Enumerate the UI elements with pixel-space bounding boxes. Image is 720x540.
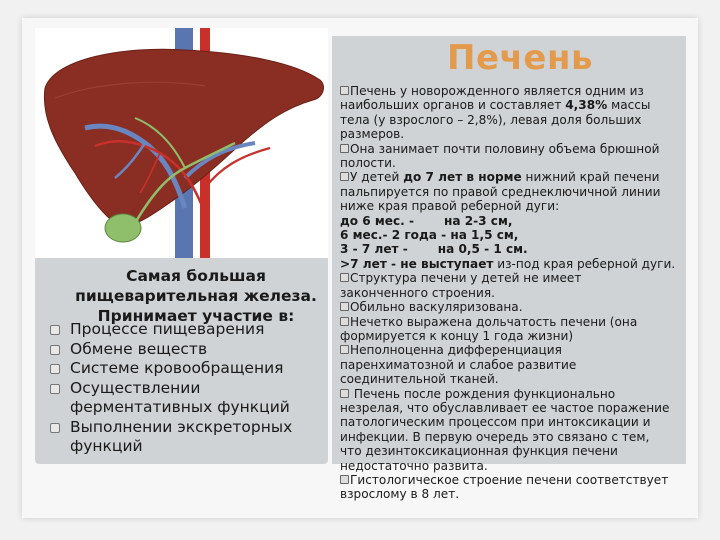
text-line: паренхиматозной и слабое развитие [340, 357, 577, 372]
text-line: 3 - 7 лет - на 0,5 - 1 см. [340, 242, 528, 257]
bullet-icon [50, 364, 60, 374]
slide-title: Печень [447, 38, 593, 78]
text-line: Гистологическое строение печени соответствует [340, 473, 695, 487]
list-item [50, 340, 320, 360]
liver-illustration [35, 28, 328, 258]
function-list [50, 320, 320, 457]
text-line: что дезинтоксикационная функция печени [340, 444, 618, 459]
list-item-label: Процессе пищеварения [70, 320, 265, 338]
text-line: тела (у взрослого – 2,8%), левая доля больших [340, 112, 642, 127]
text-line: законченного строения. [340, 285, 495, 300]
bullet-icon [50, 423, 60, 433]
bullet-icon [340, 86, 349, 95]
list-item-label: Системе кровообращения [70, 359, 284, 377]
text-line: размеров. [340, 127, 405, 142]
list-item-label-continuation: функций [70, 437, 143, 455]
bullet-icon [340, 273, 349, 282]
liver-icon [35, 28, 328, 258]
list-item-label: Осуществлении [70, 378, 201, 397]
text-line: взрослому в 8 лет. [340, 487, 460, 502]
text-line: формируется к концу 1 года жизни) [340, 328, 574, 343]
text-line: Нечетко выражена дольчатость печени (она [340, 315, 695, 329]
list-item [50, 418, 320, 457]
text-line: Структура печени у детей не имеет [340, 271, 695, 285]
list-item [50, 379, 320, 418]
text-line: наибольших органов и составляет 4,38% массы [340, 98, 651, 113]
text-line: до 6 мес. - на 2-3 см, [340, 213, 513, 228]
bullet-icon [340, 475, 349, 484]
text-line: ниже края правой реберной дуги: [340, 199, 560, 214]
liver-facts-text [340, 84, 695, 502]
text-line: 6 мес.- 2 года - на 1,5 см, [340, 228, 519, 243]
text-line: соединительной тканей. [340, 372, 499, 387]
list-item [50, 320, 320, 340]
text-line: полости. [340, 156, 396, 171]
bullet-icon [340, 302, 349, 311]
text-line: У детей до 7 лет в норме нижний край печени [340, 170, 695, 184]
text-line: незрелая, что обуславливает ее частое поражение [340, 400, 670, 415]
text-line: пальпируется по правой среднеключичной линии [340, 184, 661, 199]
list-item-label: Выполнении экскреторных [70, 417, 293, 436]
heading-line: Принимает участие в: [97, 307, 295, 325]
list-item-label-continuation: ферментативных функций [70, 398, 290, 416]
text-line: Печень после рождения функционально [340, 387, 695, 401]
bullet-icon [340, 144, 349, 153]
heading-line: пищеварительная железа. [75, 287, 317, 305]
text-line: патологическим процессом при интоксикации и [340, 415, 651, 430]
bullet-icon [340, 172, 349, 181]
text-line: >7 лет - не выступает из-под края реберной дуги. [340, 256, 676, 271]
list-item [50, 359, 320, 379]
list-item-label: Обмене веществ [70, 339, 208, 358]
bullet-icon [50, 384, 60, 394]
text-line: инфекции. В первую очередь это связано с тем, [340, 429, 650, 444]
text-line: Неполноценна дифференциация [340, 343, 695, 357]
bullet-icon [50, 325, 60, 335]
text-line: Обильно васкуляризована. [340, 300, 695, 314]
bullet-icon [50, 345, 60, 355]
bullet-icon [340, 345, 349, 354]
text-line: недостаточно развита. [340, 458, 488, 473]
bullet-icon [340, 389, 349, 398]
text-line: Она занимает почти половину объема брюшной [340, 142, 695, 156]
bullet-icon [340, 317, 349, 326]
heading-line: Самая большая [126, 267, 266, 285]
left-heading [56, 266, 336, 326]
text-line: Печень у новорожденного является одним из [340, 84, 695, 98]
